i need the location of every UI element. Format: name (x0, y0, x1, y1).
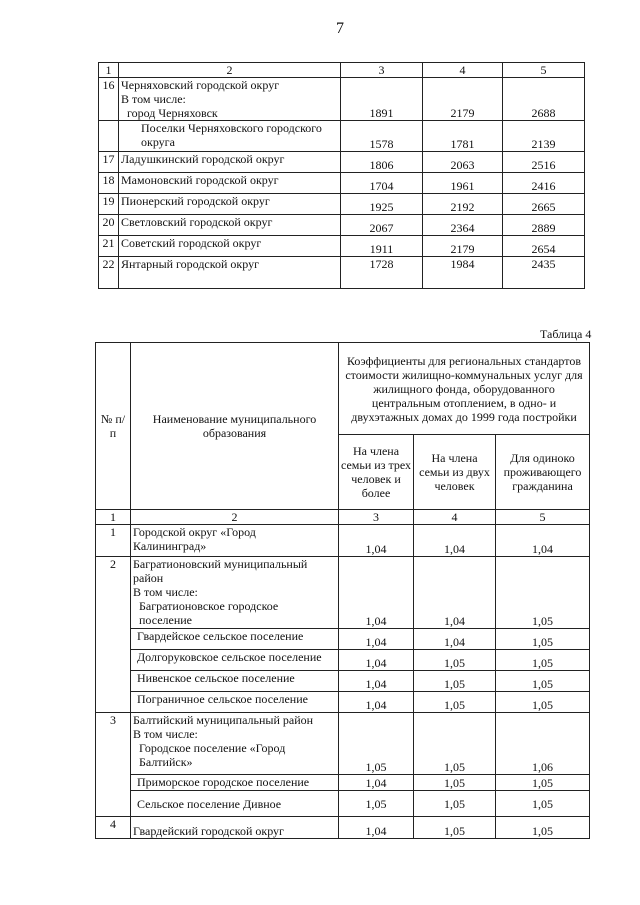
value-cell: 1,04 (414, 557, 496, 629)
table-row (99, 215, 585, 236)
table-row (96, 525, 590, 557)
name-line: Городское поселение «Город (139, 741, 286, 755)
header-cell: 5 (503, 63, 585, 78)
value-cell: 1781 (423, 121, 503, 152)
row-name: Мамоновский городской округ (119, 173, 341, 194)
value-cell: 1,05 (414, 713, 496, 775)
value-cell: 1,04 (339, 775, 414, 791)
table-row (99, 173, 585, 194)
row-name: Гвардейский городской округ (131, 817, 339, 839)
row-name (131, 557, 339, 629)
table-row (96, 629, 590, 650)
tariff-table (98, 62, 585, 289)
value-cell: 1891 (341, 78, 423, 121)
value-cell: 2063 (423, 152, 503, 173)
value-cell: 1,05 (496, 775, 590, 791)
header-cell: 5 (496, 510, 590, 525)
table-row (99, 121, 585, 152)
name-line: округа (141, 135, 175, 149)
row-name: Советский городской округ (119, 236, 341, 257)
name-line: Черняховский городской округ (121, 78, 280, 92)
row-name (119, 78, 341, 121)
col-name-header: Наименование муниципального образования (131, 343, 339, 510)
value-cell: 1,04 (339, 817, 414, 839)
value-cell: 1,04 (339, 629, 414, 650)
name-line: Балтийский муниципальный район (133, 713, 314, 727)
row-number: 4 (96, 817, 131, 839)
row-number: 21 (99, 236, 119, 257)
name-line: Калининград» (133, 539, 207, 553)
name-line: Багратионовское городское (139, 599, 279, 613)
header-cell: 3 (341, 63, 423, 78)
value-cell: 1,05 (339, 713, 414, 775)
value-cell: 1,05 (496, 650, 590, 671)
value-cell: 2889 (503, 215, 585, 236)
row-name: Нивенское сельское поселение (131, 671, 339, 692)
row-name (131, 713, 339, 775)
name-line: Поселки Черняховского городского (141, 121, 322, 135)
value-cell: 2516 (503, 152, 585, 173)
value-cell: 1,05 (414, 692, 496, 713)
value-cell: 1,04 (339, 692, 414, 713)
name-line: поселение (139, 613, 193, 627)
value-cell: 1,04 (414, 629, 496, 650)
table-header-row (99, 63, 585, 78)
row-number: 2 (96, 557, 131, 713)
value-cell: 2067 (341, 215, 423, 236)
col-number-header: № п/п (96, 343, 131, 510)
value-cell: 1704 (341, 173, 423, 194)
row-number: 18 (99, 173, 119, 194)
value-cell: 1,05 (414, 775, 496, 791)
value-cell: 1,05 (496, 671, 590, 692)
value-cell: 1,05 (496, 791, 590, 817)
value-cell: 1,04 (339, 671, 414, 692)
row-name: Долгоруковское сельское поселение (131, 650, 339, 671)
value-cell: 2192 (423, 194, 503, 215)
value-cell: 2416 (503, 173, 585, 194)
row-number (99, 121, 119, 152)
header-cell: 2 (131, 510, 339, 525)
row-number: 1 (96, 525, 131, 557)
row-number: 16 (99, 78, 119, 121)
name-line: Балтийск» (139, 755, 193, 769)
row-number: 3 (96, 713, 131, 817)
header-cell: 2 (119, 63, 341, 78)
row-name: Ладушкинский городской округ (119, 152, 341, 173)
table-caption: Таблица 4 (540, 327, 592, 341)
value-cell: 1,05 (414, 791, 496, 817)
table-row (96, 791, 590, 817)
value-cell: 2179 (423, 236, 503, 257)
value-cell: 2364 (423, 215, 503, 236)
page-number: 7 (336, 20, 344, 37)
row-name: Пионерский городской округ (119, 194, 341, 215)
value-cell: 2179 (423, 78, 503, 121)
value-cell: 1,04 (414, 525, 496, 557)
row-name: Светловский городской округ (119, 215, 341, 236)
row-name: Приморское городское поселение (131, 775, 339, 791)
value-cell: 2139 (503, 121, 585, 152)
table-row (96, 692, 590, 713)
value-cell: 1,05 (496, 629, 590, 650)
row-number: 19 (99, 194, 119, 215)
name-line: В том числе: (121, 92, 186, 106)
value-cell: 1911 (341, 236, 423, 257)
row-name: Сельское поселение Дивное (131, 791, 339, 817)
table-row (99, 78, 585, 121)
table-number-row (96, 510, 590, 525)
coefficient-table (95, 342, 590, 839)
row-name (131, 525, 339, 557)
table-row (99, 236, 585, 257)
table-row (96, 775, 590, 791)
value-cell: 2688 (503, 78, 585, 121)
value-cell: 1578 (341, 121, 423, 152)
value-cell: 1,04 (339, 525, 414, 557)
subheader-cell: На члена семьи из трех человек и более (339, 435, 414, 510)
header-cell: 4 (414, 510, 496, 525)
row-name: Пограничное сельское поселение (131, 692, 339, 713)
value-cell: 1984 (423, 257, 503, 289)
header-cell: 3 (339, 510, 414, 525)
header-cell: 1 (99, 63, 119, 78)
table-row (96, 557, 590, 629)
value-cell: 1,05 (339, 791, 414, 817)
value-cell: 1,05 (414, 650, 496, 671)
table-row (96, 713, 590, 775)
name-line: район (133, 571, 164, 585)
name-line: В том числе: (133, 585, 198, 599)
coefficients-header: Коэффициенты для региональных стандартов стоимости жилищно-коммунальных услуг для жилищного фонда, оборудованного центральным отоплением, в одно- и двухэтажных домах до 1999 года постройки (339, 343, 590, 435)
value-cell: 1,05 (496, 692, 590, 713)
value-cell: 1,05 (496, 557, 590, 629)
value-cell: 2654 (503, 236, 585, 257)
name-line: Багратионовский муниципальный (133, 557, 308, 571)
table-header-row (96, 343, 590, 435)
row-number: 17 (99, 152, 119, 173)
value-cell: 1,05 (414, 817, 496, 839)
subheader-cell: На члена семьи из двух человек (414, 435, 496, 510)
value-cell: 1,04 (339, 557, 414, 629)
table-row (99, 194, 585, 215)
value-cell: 1,04 (339, 650, 414, 671)
name-line: город Черняховск (127, 106, 218, 120)
value-cell: 1806 (341, 152, 423, 173)
header-cell: 1 (96, 510, 131, 525)
value-cell: 1925 (341, 194, 423, 215)
table-row (96, 650, 590, 671)
table-row (96, 671, 590, 692)
table-row (99, 257, 585, 289)
row-name: Гвардейское сельское поселение (131, 629, 339, 650)
value-cell: 2435 (503, 257, 585, 289)
value-cell: 1,06 (496, 713, 590, 775)
value-cell: 2665 (503, 194, 585, 215)
row-number: 20 (99, 215, 119, 236)
name-line: В том числе: (133, 727, 198, 741)
table-row (99, 152, 585, 173)
subheader-cell: Для одиноко проживающего гражданина (496, 435, 590, 510)
table-row (96, 817, 590, 839)
value-cell: 1,05 (414, 671, 496, 692)
name-line: Городской округ «Город (133, 525, 256, 539)
value-cell: 1,05 (496, 817, 590, 839)
header-cell: 4 (423, 63, 503, 78)
value-cell: 1961 (423, 173, 503, 194)
value-cell: 1728 (341, 257, 423, 289)
value-cell: 1,04 (496, 525, 590, 557)
row-number: 22 (99, 257, 119, 289)
row-name: Янтарный городской округ (119, 257, 341, 289)
row-name (119, 121, 341, 152)
